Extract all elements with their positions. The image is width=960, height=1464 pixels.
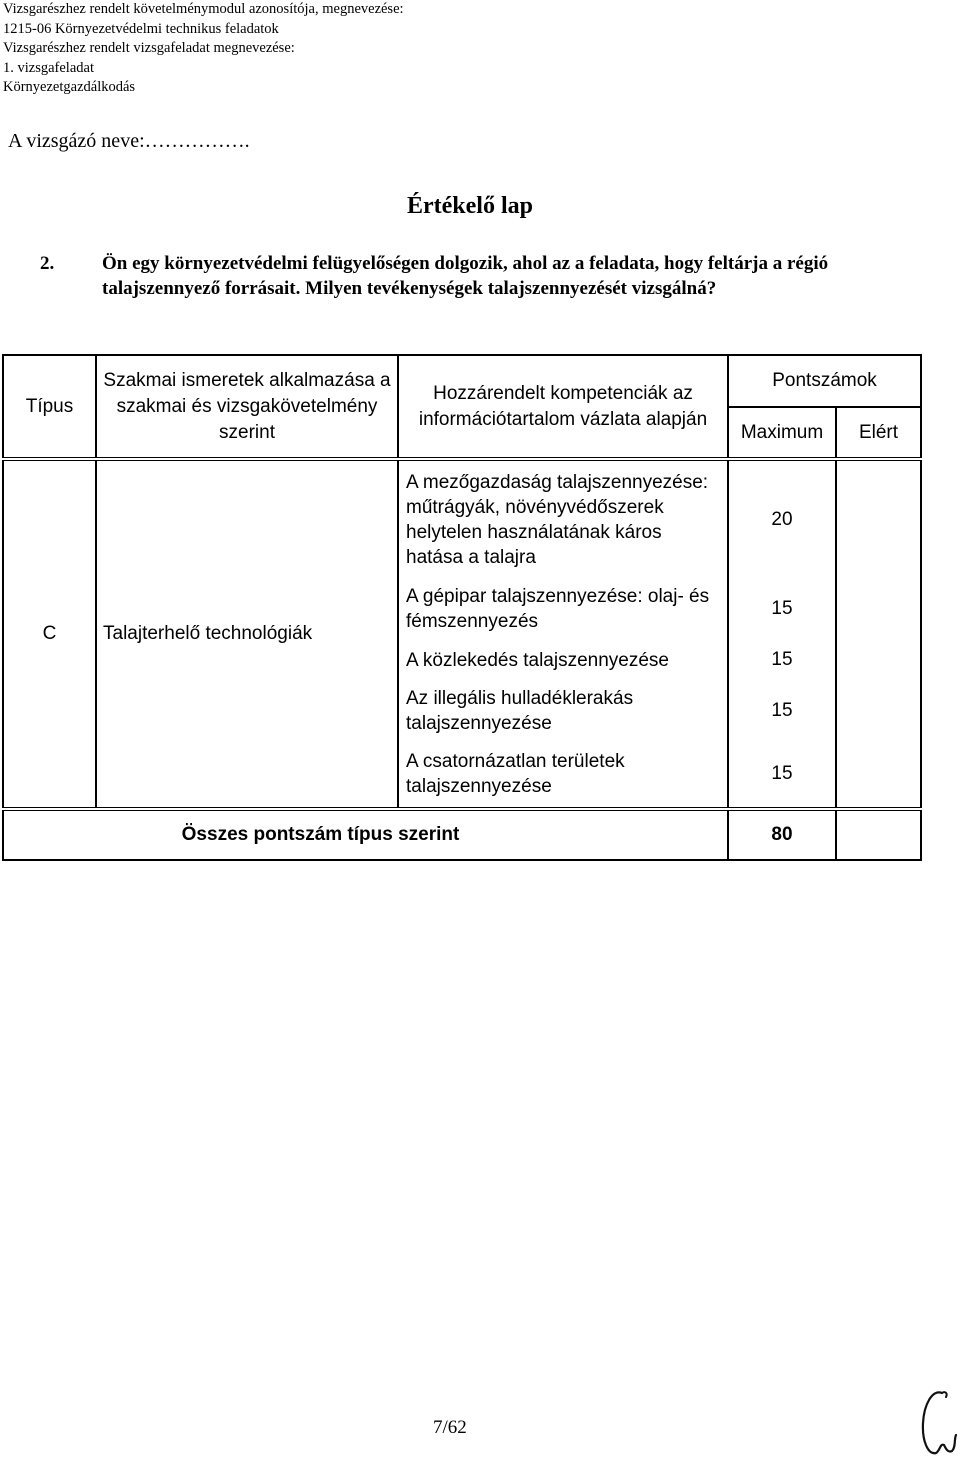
header-max: Maximum	[728, 407, 836, 459]
competency-cell: Az illegális hulladéklerakás talajszennyezése	[398, 681, 728, 741]
competency-cell: A mezőgazdaság talajszennyezése: műtrágyák, növényvédőszerek helytelen használatának káros hatása a talajra	[398, 459, 728, 579]
question-text: Ön egy környezetvédelmi felügyelőségen dolgozik, ahol az a feladata, hogy feltárja a régió talajszennyező forrásait. Milyen tevékenységek talajszennyezését vizsgálná?	[102, 253, 829, 299]
max-points-cell: 15	[728, 579, 836, 639]
total-max-points: 80	[728, 809, 836, 860]
knowledge-cell: Talajterhelő technológiák	[96, 459, 398, 809]
evaluation-table	[2, 354, 922, 861]
page-title	[0, 193, 960, 220]
candidate-name-label: A vizsgázó neve:…………….	[8, 130, 250, 152]
header-line: Vizsgarészhez rendelt követelménymodul azonosítója, megnevezése:	[3, 1, 404, 17]
max-points-cell: 15	[728, 681, 836, 741]
competency-cell: A gépipar talajszennyezése: olaj- és fémszennyezés	[398, 579, 728, 639]
question-number: 2.	[40, 253, 55, 274]
total-label: Összes pontszám típus szerint	[3, 809, 728, 860]
header-achieved: Elért	[836, 407, 921, 459]
max-points-cell: 20	[728, 459, 836, 579]
header-line: 1215-06 Környezetvédelmi technikus feladatok	[3, 20, 279, 37]
header-line: Környezetgazdálkodás	[3, 79, 136, 96]
max-points-cell: 15	[728, 741, 836, 809]
achieved-points-cell	[836, 459, 921, 809]
type-cell: C	[3, 459, 96, 809]
signature-mark	[918, 1385, 958, 1464]
header-line: Vizsgarészhez rendelt vizsgafeladat megnevezése:	[3, 40, 295, 57]
competency-cell: A csatornázatlan területek talajszennyezése	[398, 741, 728, 809]
header-knowledge: Szakmai ismeretek alkalmazása a szakmai és vizsgakövetelmény szerint	[96, 355, 398, 459]
header-points: Pontszámok	[728, 355, 921, 407]
competency-cell: A közlekedés talajszennyezése	[398, 639, 728, 681]
document-header	[3, 0, 404, 98]
header-competencies: Hozzárendelt kompetenciák az információtartalom vázlata alapján	[398, 355, 728, 459]
header-type: Típus	[3, 355, 96, 459]
page-title-text: Értékelő lap	[407, 193, 533, 219]
header-line: 1. vizsgafeladat	[3, 59, 94, 76]
page-number: 7/62	[433, 1417, 467, 1438]
total-achieved-points	[836, 809, 921, 860]
max-points-cell: 15	[728, 639, 836, 681]
